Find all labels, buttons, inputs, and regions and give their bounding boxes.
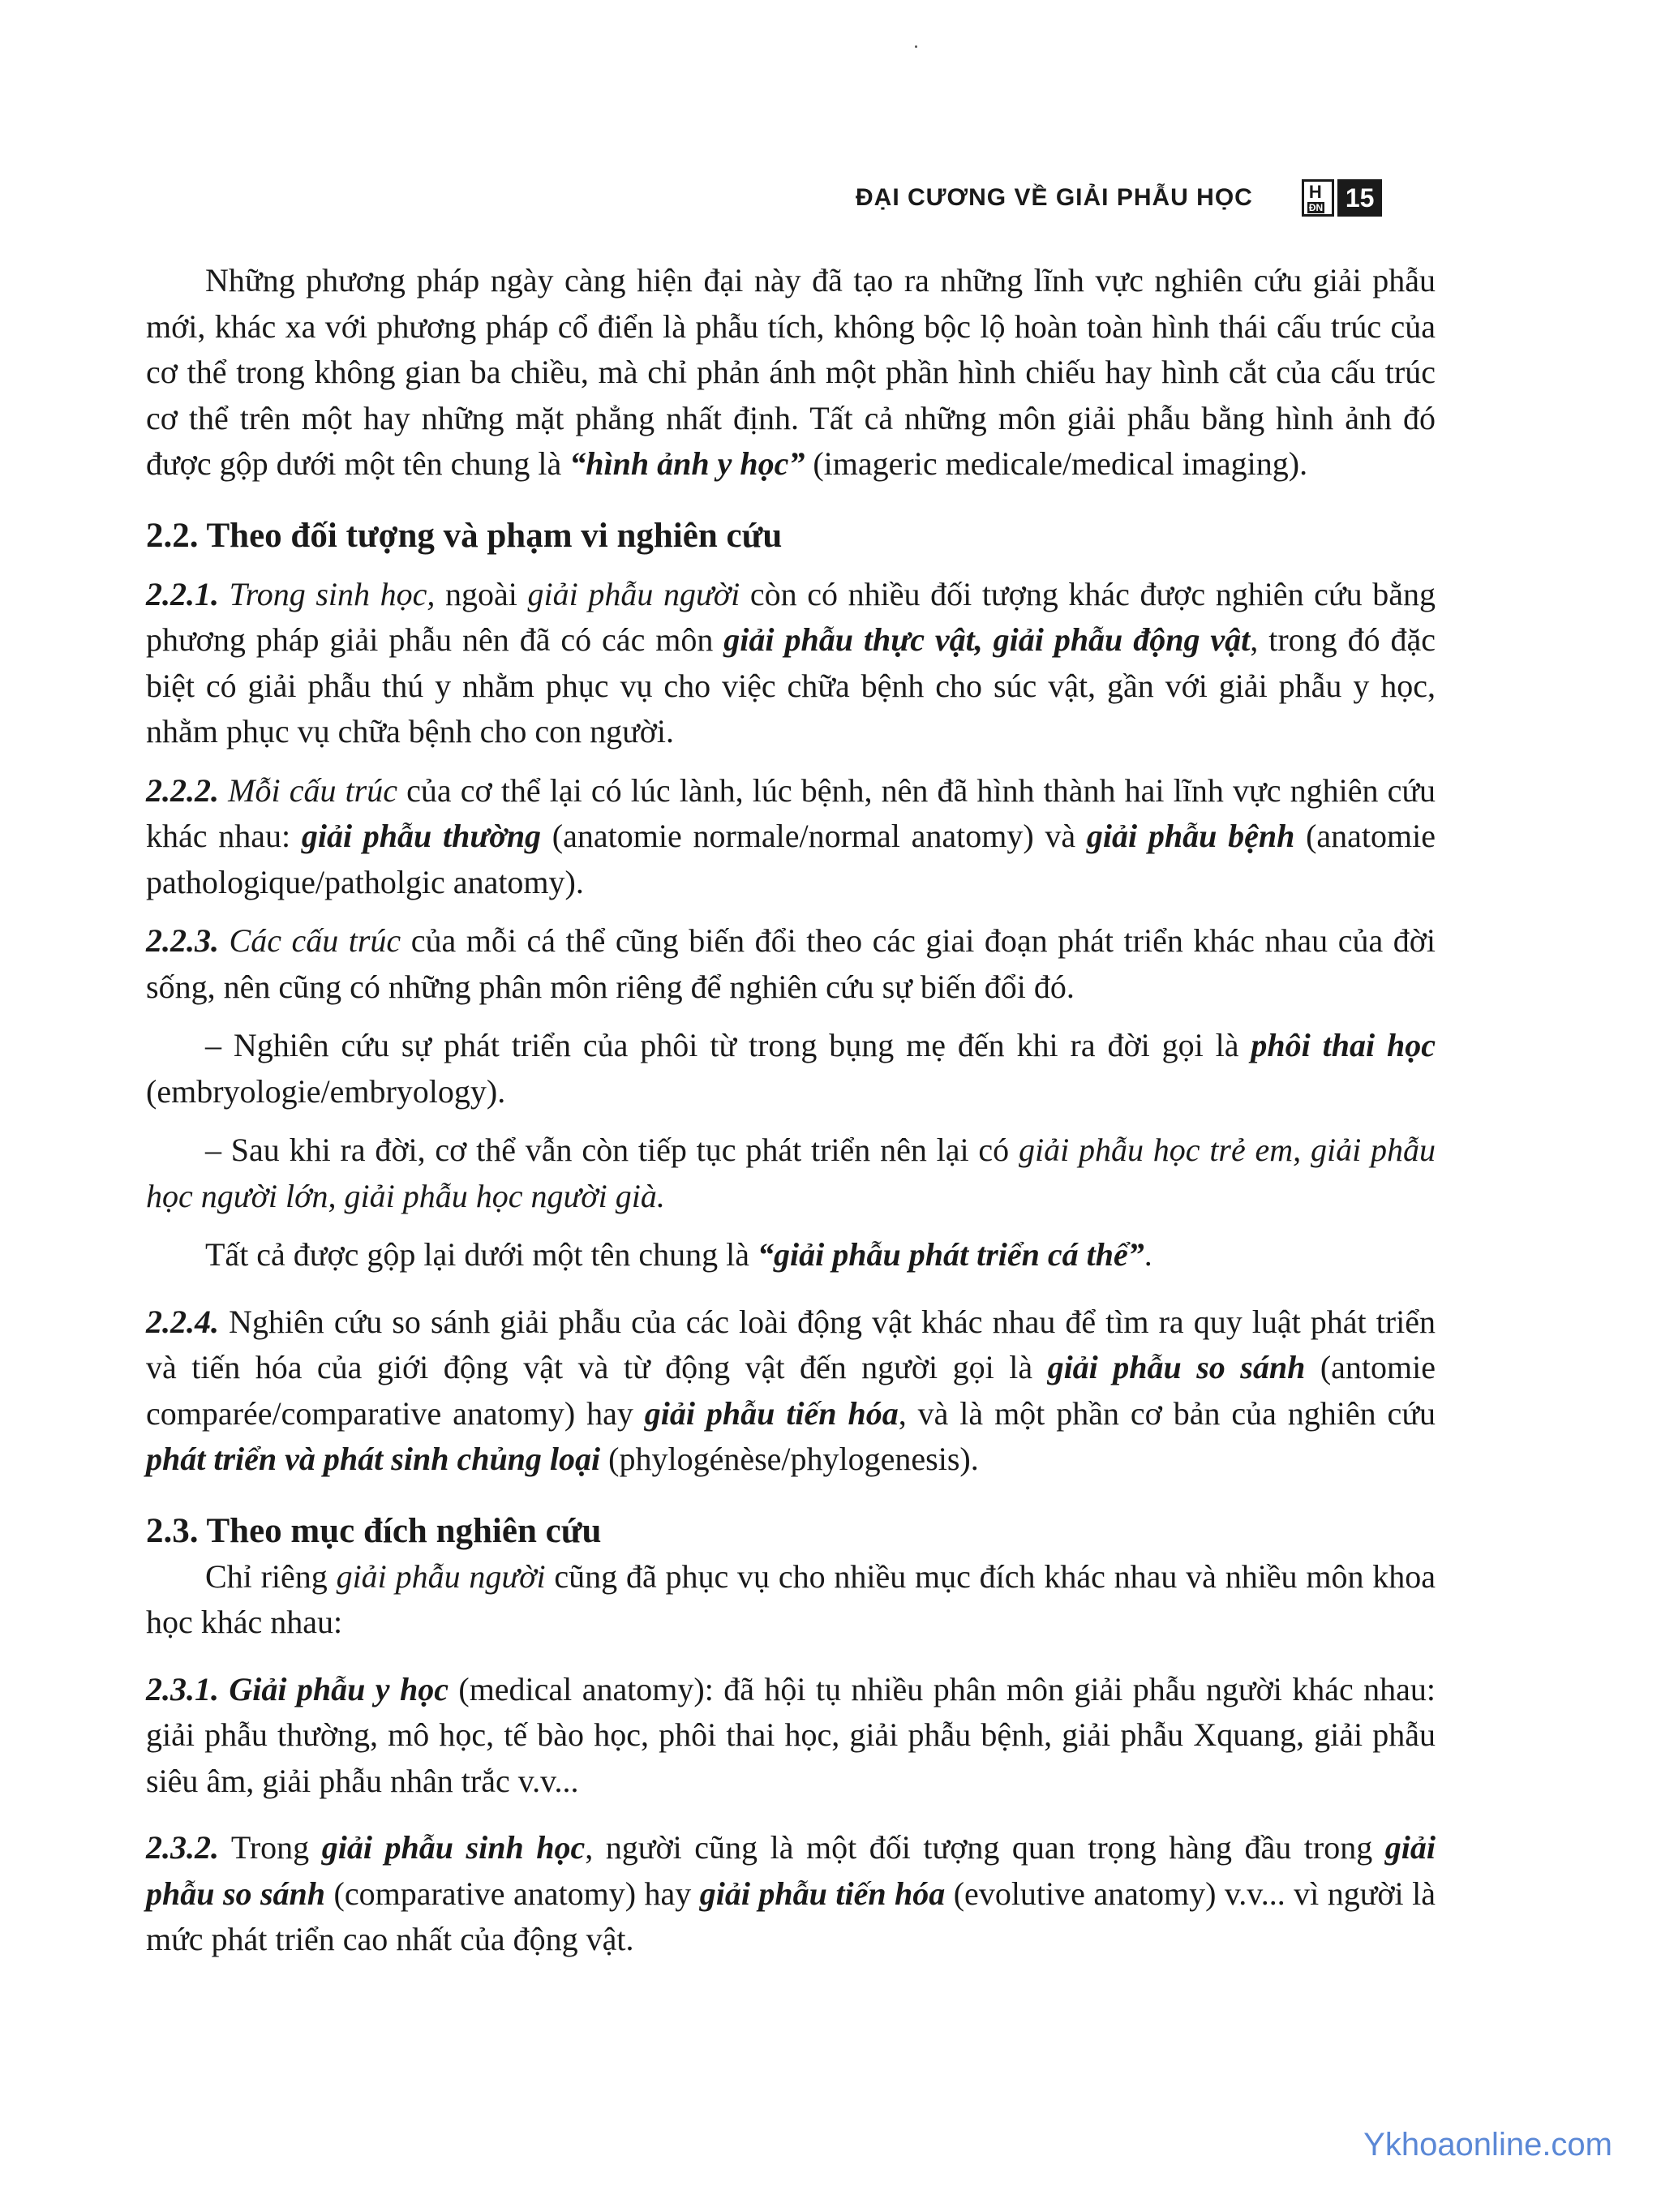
publisher-logo: [1302, 179, 1334, 217]
list-item-development: – Sau khi ra đời, cơ thể vẫn còn tiếp tục phát triển nên lại có giải phẫu học trẻ em, giải phẫu học người lớn, giải phẫu học người già.: [146, 1132, 1436, 1214]
paragraph-imaging: Những phương pháp ngày càng hiện đại này đã tạo ra những lĩnh vực nghiên cứu giải phẫu mới, khác xa với phương pháp cổ điển là phẫu tích, không bộc lộ hoàn toàn hình thái cấu trúc của cơ thể trong không gian ba chiều, mà chỉ phản ánh một phần hình chiếu hay hình cắt của cấu trúc cơ thể trên một hay những mặt phẳng nhất định. Tất cả những môn giải phẫu bằng hình ảnh đó được gộp dưới một tên chung là “hình ảnh y học” (imageric medicale/medical imaging).: [146, 262, 1436, 482]
list-item-embryology: – Nghiên cứu sự phát triển của phôi từ trong bụng mẹ đến khi ra đời gọi là phôi thai học (embryologie/embryology).: [146, 1027, 1436, 1110]
watermark-text: Ykhoaonline.com: [1363, 2127, 1612, 2163]
publisher-logo-letter: H: [1308, 182, 1322, 202]
paragraph-2-2-2: 2.2.2. Mỗi cấu trúc của cơ thể lại có lúc lành, lúc bệnh, nên đã hình thành hai lĩnh vực nghiên cứu khác nhau: giải phẫu thường (anatomie normale/normal anatomy) và giải phẫu bệnh (anatomie pathologique/patholgic anatomy).: [146, 771, 1436, 900]
paragraph-summary: Tất cả được gộp lại dưới một tên chung là “giải phẫu phát triển cá thể”.: [205, 1236, 1152, 1273]
publisher-logo-sub: ĐN: [1308, 202, 1324, 213]
paragraph-2-3-intro: Chỉ riêng giải phẫu người cũng đã phục vụ cho nhiều mục đích khác nhau và nhiều môn khoa học khác nhau:: [146, 1557, 1436, 1640]
chapter-title: ĐẠI CƯƠNG VỀ GIẢI PHẪU HỌC: [856, 184, 1253, 211]
paragraph-2-3-2: 2.3.2. Trong giải phẫu sinh học, người cũng là một đối tượng quan trọng hàng đầu trong giải phẫu so sánh (comparative anatomy) hay giải phẫu tiến hóa (evolutive anatomy) v.v... vì người là mức phát triển cao nhất của động vật.: [146, 1829, 1436, 1957]
paragraph-2-2-1: 2.2.1. Trong sinh học, ngoài giải phẫu người còn có nhiều đối tượng khác được nghiên cứu bằng phương pháp giải phẫu nên đã có các môn giải phẫu thực vật, giải phẫu động vật, trong đó đặc biệt có giải phẫu thú y nhằm phục vụ cho việc chữa bệnh cho súc vật, gần với giải phẫu y học, nhằm phục vụ chữa bệnh cho con người.: [146, 575, 1436, 750]
body-text: [146, 258, 1436, 1963]
section-heading-2-3: 2.3. Theo mục đích nghiên cứu: [146, 1511, 602, 1550]
running-header: [856, 177, 1382, 219]
paragraph-2-2-3: 2.2.3. Các cấu trúc của mỗi cá thể cũng biến đổi theo các giai đoạn phát triển khác nhau của đời sống, nên cũng có những phân môn riêng để nghiên cứu sự biến đổi đó.: [146, 922, 1436, 1005]
page-number: 15: [1337, 179, 1383, 217]
section-heading-2-2: 2.2. Theo đối tượng và phạm vi nghiên cứu: [146, 516, 783, 555]
paragraph-2-2-4: 2.2.4. Nghiên cứu so sánh giải phẫu của các loài động vật khác nhau để tìm ra quy luật phát triển và tiến hóa của giới động vật và từ động vật đến người gọi là giải phẫu so sánh (antomie comparée/comparative anatomy) hay giải phẫu tiến hóa, và là một phần cơ bản của nghiên cứu phát triển và phát sinh chủng loại (phylogénèse/phylogenesis).: [146, 1303, 1436, 1477]
paragraph-2-3-1: 2.3.1. Giải phẫu y học (medical anatomy): đã hội tụ nhiều phân môn giải phẫu người khác nhau: giải phẫu thường, mô học, tế bào học, phôi thai học, giải phẫu bệnh, giải phẫu Xquang, giải phẫu siêu âm, giải phẫu nhân trắc v.v...: [146, 1670, 1436, 1799]
scan-speck: [915, 45, 917, 48]
